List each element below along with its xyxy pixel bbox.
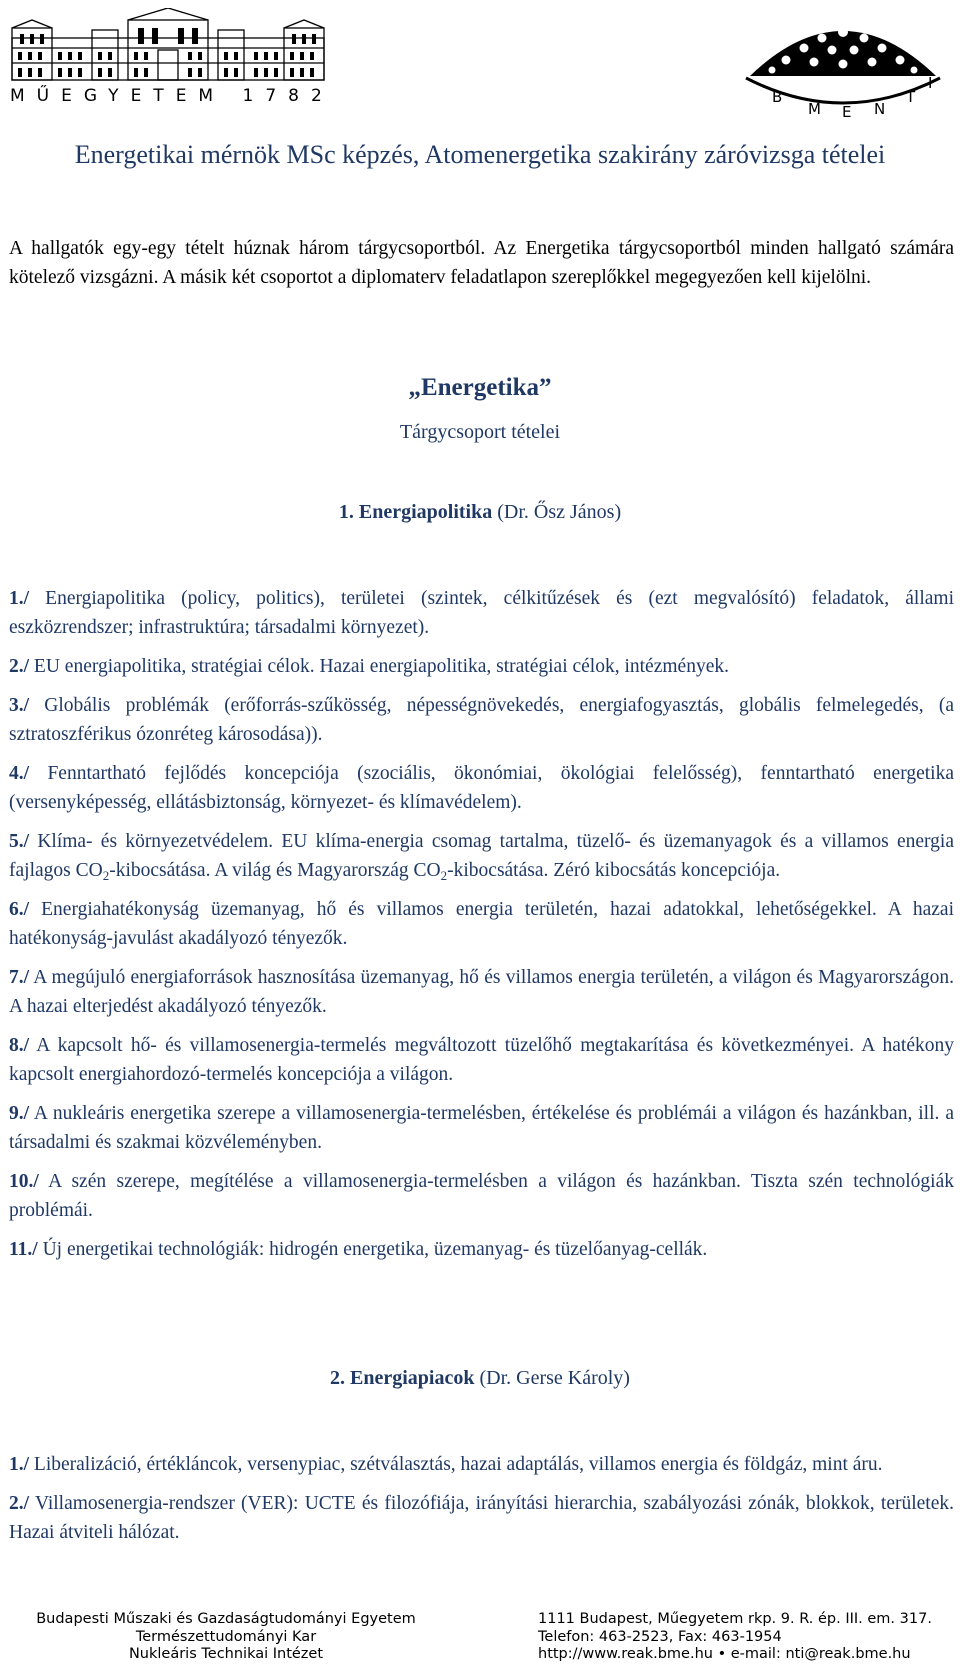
- list-item: [9, 827, 954, 885]
- list-item: [9, 1489, 954, 1547]
- footer-institute: Nukleáris Technikai Intézet: [128, 1646, 324, 1662]
- list-item: [9, 963, 954, 1021]
- section-heading: [0, 501, 960, 524]
- intro-paragraph: A hallgatók egy-egy tételt húznak három tárgycsoportból. Az Energetika tárgycsoportból minden hallgató számára kötelező vizsgázni. A másik két csoportot a diplomaterv feladatlapon szereplőkkel megegyezően kell kijelölni.: [9, 238, 954, 288]
- item-number: 3./: [9, 695, 30, 716]
- item-number: 6./: [9, 899, 30, 920]
- subscript: 2: [440, 868, 448, 883]
- group-subtitle: Tárgycsoport tételei: [399, 421, 561, 443]
- section-lecturer: (Dr. Ősz János): [497, 501, 622, 523]
- footer-address: 1111 Budapest, Műegyetem rkp. 9. R. ép. III. em. 317.: [538, 1611, 932, 1627]
- item-number: 10./: [9, 1171, 39, 1192]
- svg-text:B: B: [772, 88, 783, 106]
- list-item: [9, 1167, 954, 1225]
- footer-faculty: Természettudományi Kar: [135, 1628, 317, 1645]
- item-number: 1./: [9, 1454, 30, 1475]
- item-text: EU energiapolitika, stratégiai célok. Hazai energiapolitika, stratégiai célok, intézmények.: [33, 656, 729, 677]
- document-title: Energetikai mérnök MSc képzés, Atomenergetika szakirány záróvizsga tételei: [74, 140, 886, 169]
- list-item: [9, 691, 954, 749]
- list-item: [9, 584, 954, 642]
- reactor-dome-icon: [738, 4, 948, 122]
- item-text: Energiapolitika (policy, politics), területei (szintek, célkitűzések és (ezt megvalósító) feladatok, állami eszközrendszer; infrastruktúra; társadalmi környezet).: [9, 588, 954, 638]
- section-title: 2. Energiapiacok: [330, 1367, 475, 1389]
- item-number: 2./: [9, 656, 30, 677]
- item-number: 8./: [9, 1035, 30, 1056]
- svg-text:E: E: [842, 103, 852, 121]
- item-text: A kapcsolt hő- és villamosenergia-termelés megváltozott tüzelőhő megtakarítása és következményei. A hatékony kapcsolt energiahordozó-termelés koncepciója a világon.: [9, 1035, 954, 1085]
- section-heading: [0, 1367, 960, 1390]
- item-text: A nukleáris energetika szerepe a villamosenergia-termelésben, értékelése és problémái a világon és hazánkban, ill. a társadalmi és szakmai közvéleményben.: [9, 1103, 954, 1153]
- footer-university: Budapesti Műszaki és Gazdaságtudományi Egyetem: [36, 1611, 416, 1627]
- institute-logo: [738, 4, 948, 122]
- item-text: -kibocsátása. A világ és Magyarország CO: [109, 860, 441, 881]
- svg-text:M: M: [808, 100, 821, 118]
- list-item: [9, 895, 954, 953]
- svg-text:N: N: [874, 100, 886, 118]
- list-item: [9, 759, 954, 817]
- list-item: [9, 1031, 954, 1089]
- item-number: 1./: [9, 588, 30, 609]
- subscript: 2: [102, 868, 110, 883]
- item-number: 4./: [9, 763, 30, 784]
- item-number: 7./: [9, 967, 30, 988]
- svg-text:I: I: [928, 74, 933, 92]
- footer-phone: Telefon: 463-2523, Fax: 463-1954: [538, 1628, 782, 1645]
- item-text: Klíma- és környezetvédelem. EU klíma-energia csomag tartalma, tüzelő- és üzemanyagok és a villamos energia fajlagos CO: [9, 831, 955, 881]
- university-wordmark: MŰEGYETEM 1782: [10, 86, 334, 106]
- list-item: [9, 1099, 954, 1157]
- item-text: A szén szerepe, megítélése a villamosenergia-termelésben a világon és hazánkban. Tiszta szén technológiák problémái.: [9, 1171, 954, 1221]
- group-title: „Energetika”: [408, 374, 552, 401]
- list-item: [9, 1450, 954, 1479]
- item-text: Globális problémák (erőforrás-szűkösség, népességnövekedés, energiafogyasztás, globális felmelegedés, (a sztratoszférikus ózonréteg károsodása)).: [9, 695, 955, 745]
- item-text: Új energetikai technológiák: hidrogén energetika, üzemanyag- és tüzelőanyag-cellák.: [42, 1239, 708, 1260]
- item-number: 11./: [9, 1239, 38, 1260]
- list-item: [9, 1235, 954, 1264]
- section-title: 1. Energiapolitika: [338, 501, 493, 523]
- section-items: [9, 1450, 954, 1557]
- item-number: 2./: [9, 1493, 30, 1514]
- item-text: Fenntartható fejlődés koncepciója (szociális, ökonómiai, ökológiai felelősség), fenntartható energetika (versenyképesség, ellátásbiztonság, környezet- és klímavédelem).: [9, 763, 954, 813]
- section-lecturer: (Dr. Gerse Károly): [479, 1367, 630, 1389]
- item-number: 9./: [9, 1103, 30, 1124]
- item-text: -kibocsátása. Zéró kibocsátás koncepciója.: [447, 860, 781, 881]
- item-number: 5./: [9, 831, 30, 852]
- item-text: A megújuló energiaforrások hasznosítása üzemanyag, hő és villamos energia területén, a világon és Magyarországon. A hazai elterjedést akadályozó tényezők.: [9, 967, 954, 1017]
- footer-contact: [538, 1611, 932, 1664]
- university-building-icon: [10, 8, 326, 82]
- section-items: [9, 584, 954, 1274]
- page-footer: [0, 1610, 960, 1662]
- list-item: [9, 652, 954, 681]
- item-text: Villamosenergia-rendszer (VER): UCTE és filozófiája, irányítási hierarchia, szabályozási zónák, blokkok, területek. Hazai átviteli hálózat.: [9, 1493, 954, 1543]
- item-text: Energiahatékonyság üzemanyag, hő és villamos energia területén, hazai adatokkal, lehetőségekkel. A hazai hatékonyság-javulást akadályozó tényezők.: [9, 899, 954, 949]
- item-text: Liberalizáció, értékláncok, versenypiac, szétválasztás, hazai adaptálás, villamos energia és földgáz, mint áru.: [33, 1454, 883, 1475]
- university-logo: [10, 8, 334, 108]
- footer-institution: [26, 1611, 426, 1664]
- footer-web-email: http://www.reak.bme.hu • e-mail: nti@reak.bme.hu: [538, 1646, 911, 1662]
- svg-text:T: T: [906, 88, 916, 106]
